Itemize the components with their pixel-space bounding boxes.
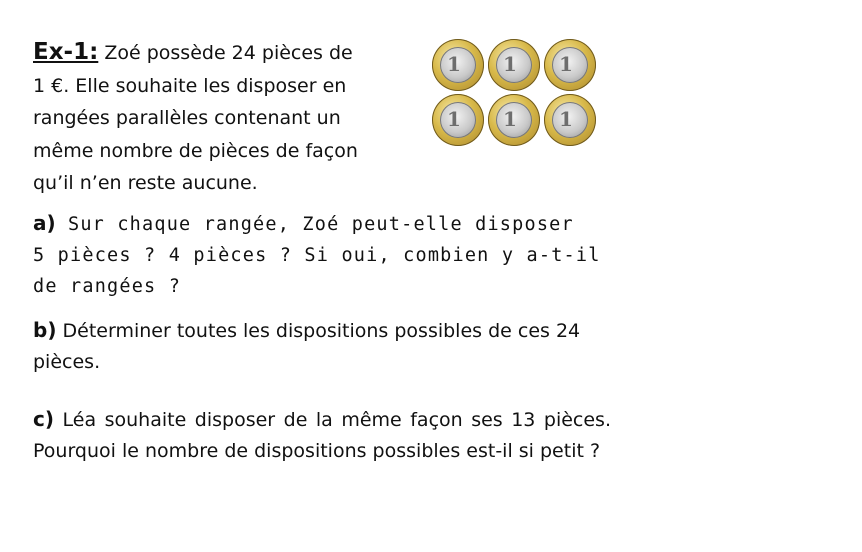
- question-c-text: Léa souhaite disposer de la même façon ses 13 pièces. Pourquoi le nombre de dispositions possibles est-il si petit ?: [33, 409, 611, 462]
- intro-line-5: qu’il n’en reste aucune.: [33, 172, 258, 194]
- question-c: [33, 404, 611, 467]
- intro-line-2: 1 €. Elle souhaite les disposer en: [33, 74, 347, 97]
- question-a-line-2: 5 pièces ? 4 pièces ? Si oui, combien y a-t-il: [33, 245, 601, 266]
- coin-face-value: 1: [559, 107, 573, 131]
- euro-coin-icon: [432, 39, 484, 91]
- euro-coin-icon: [488, 39, 540, 91]
- intro-text-1: Zoé possède 24 pièces de: [104, 42, 353, 64]
- euro-coin-icon: [544, 39, 596, 91]
- coin-face-value: 1: [447, 107, 461, 131]
- euro-coin-icon: [488, 94, 540, 146]
- intro-line-3: rangées parallèles contenant un: [33, 107, 341, 129]
- exercise-intro: [33, 36, 393, 200]
- question-b-text: Déterminer toutes les dispositions possibles de ces 24 pièces.: [33, 320, 581, 373]
- euro-coin-icon: [432, 94, 484, 146]
- coin-face-value: 1: [559, 52, 573, 76]
- coin-face-value: 1: [503, 107, 517, 131]
- question-a-line-3: de rangées ?: [33, 276, 182, 297]
- question-b: [33, 315, 611, 378]
- question-c-label: c): [33, 407, 54, 431]
- euro-coin-icon: [544, 94, 596, 146]
- coin-face-value: 1: [447, 52, 461, 76]
- question-a-line-1: Sur chaque rangée, Zoé peut-elle disposer: [67, 214, 574, 235]
- intro-line-1: [33, 36, 393, 70]
- coin-face-value: 1: [503, 52, 517, 76]
- exercise-title: Ex-1:: [33, 39, 99, 65]
- question-a: [33, 208, 611, 302]
- question-b-label: b): [33, 318, 57, 342]
- intro-line-4: même nombre de pièces de façon: [33, 139, 358, 162]
- question-a-label: a): [33, 211, 56, 235]
- coins-illustration: [432, 39, 598, 147]
